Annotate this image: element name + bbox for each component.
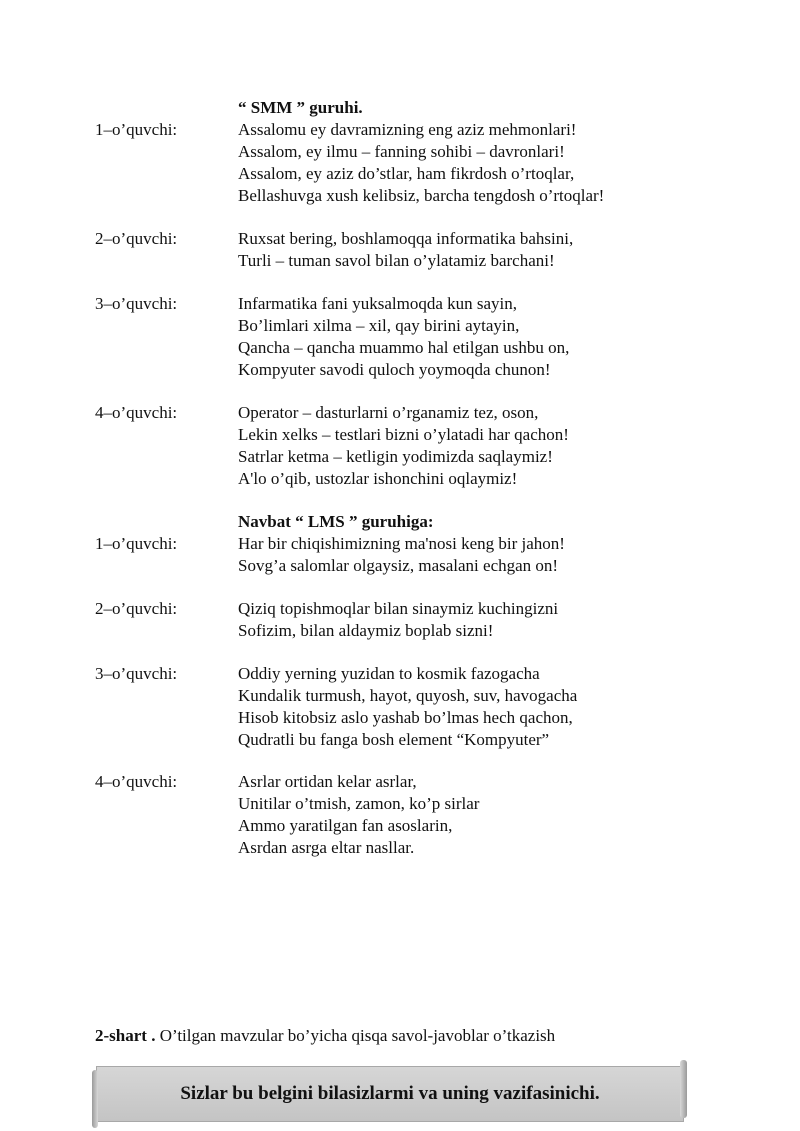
verse-line: Assalom, ey aziz do’stlar, ham fikrdosh o’rtoqlar, (238, 164, 575, 183)
question-banner (96, 1066, 684, 1122)
speaker-label: 4–o’quvchi: (95, 403, 178, 422)
verse-line: Har bir chiqishimizning ma'nosi keng bir jahon! (238, 534, 565, 553)
verse-line: Qiziq topishmoqlar bilan sinaymiz kuchingizni (238, 599, 559, 618)
verse-line: Qudratli bu fanga bosh element “Kompyuter” (238, 730, 550, 749)
task-line (95, 1025, 555, 1047)
scroll-curl-left (92, 1070, 98, 1128)
verse-line: Turli – tuman savol bilan o’ylatamiz barchani! (238, 251, 555, 270)
verse-line: Oddiy yerning yuzidan to kosmik fazogacha (238, 664, 540, 683)
verse-line: Operator – dasturlarni o’rganamiz tez, oson, (238, 403, 539, 422)
verse-line: Hisob kitobsiz aslo yashab bo’lmas hech qachon, (238, 708, 573, 727)
verse-line: Asrdan asrga eltar nasllar. (238, 838, 415, 857)
verse-line: Ruxsat bering, boshlamoqqa informatika bahsini, (238, 229, 574, 248)
speaker-label: 3–o’quvchi: (95, 664, 178, 683)
scroll-curl-right (680, 1060, 687, 1118)
task-text: O’tilgan mavzular bo’yicha qisqa savol-javoblar o’tkazish (155, 1026, 556, 1045)
speaker-label: 3–o’quvchi: (95, 294, 178, 313)
verse-line: Sofizim, bilan aldaymiz boplab sizni! (238, 621, 494, 640)
verse-line: Satrlar ketma – ketligin yodimizda saqlaymiz! (238, 447, 553, 466)
verse-line: Assalomu ey davramizning eng aziz mehmonlari! (238, 120, 577, 139)
banner-text: Sizlar bu belgini bilasizlarmi va uning vazifasinichi. (180, 1083, 600, 1104)
section2-heading: Navbat “ LMS ” guruhiga: (238, 512, 434, 531)
verse-line: Sovg’a salomlar olgaysiz, masalani echgan on! (238, 556, 559, 575)
task-label: 2-shart . (95, 1026, 156, 1045)
speaker-label: 1–o’quvchi: (95, 534, 178, 553)
verse-line: Qancha – qancha muammo hal etilgan ushbu on, (238, 338, 570, 357)
verse-line: A'lo o’qib, ustozlar ishonchini oqlaymiz! (238, 469, 518, 488)
verse-line: Kundalik turmush, hayot, quyosh, suv, havogacha (238, 686, 578, 705)
speaker-label: 4–o’quvchi: (95, 772, 178, 791)
verse-line: Assalom, ey ilmu – fanning sohibi – davronlari! (238, 142, 565, 161)
speaker-label: 2–o’quvchi: (95, 599, 178, 618)
verse-line: Kompyuter savodi quloch yoymoqda chunon! (238, 360, 551, 379)
verse-line: Asrlar ortidan kelar asrlar, (238, 772, 417, 791)
speaker-label: 1–o’quvchi: (95, 120, 178, 139)
verse-line: Ammo yaratilgan fan asoslarin, (238, 816, 453, 835)
speaker-label: 2–o’quvchi: (95, 229, 178, 248)
section1-heading: “ SMM ” guruhi. (238, 98, 363, 117)
verse-line: Lekin xelks – testlari bizni o’ylatadi har qachon! (238, 425, 569, 444)
verse-line: Bo’limlari xilma – xil, qay birini aytayin, (238, 316, 520, 335)
verse-line: Infarmatika fani yuksalmoqda kun sayin, (238, 294, 518, 313)
verse-line: Unitilar o’tmish, zamon, ko’p sirlar (238, 794, 480, 813)
verse-line: Bellashuvga xush kelibsiz, barcha tengdosh o’rtoqlar! (238, 186, 605, 205)
